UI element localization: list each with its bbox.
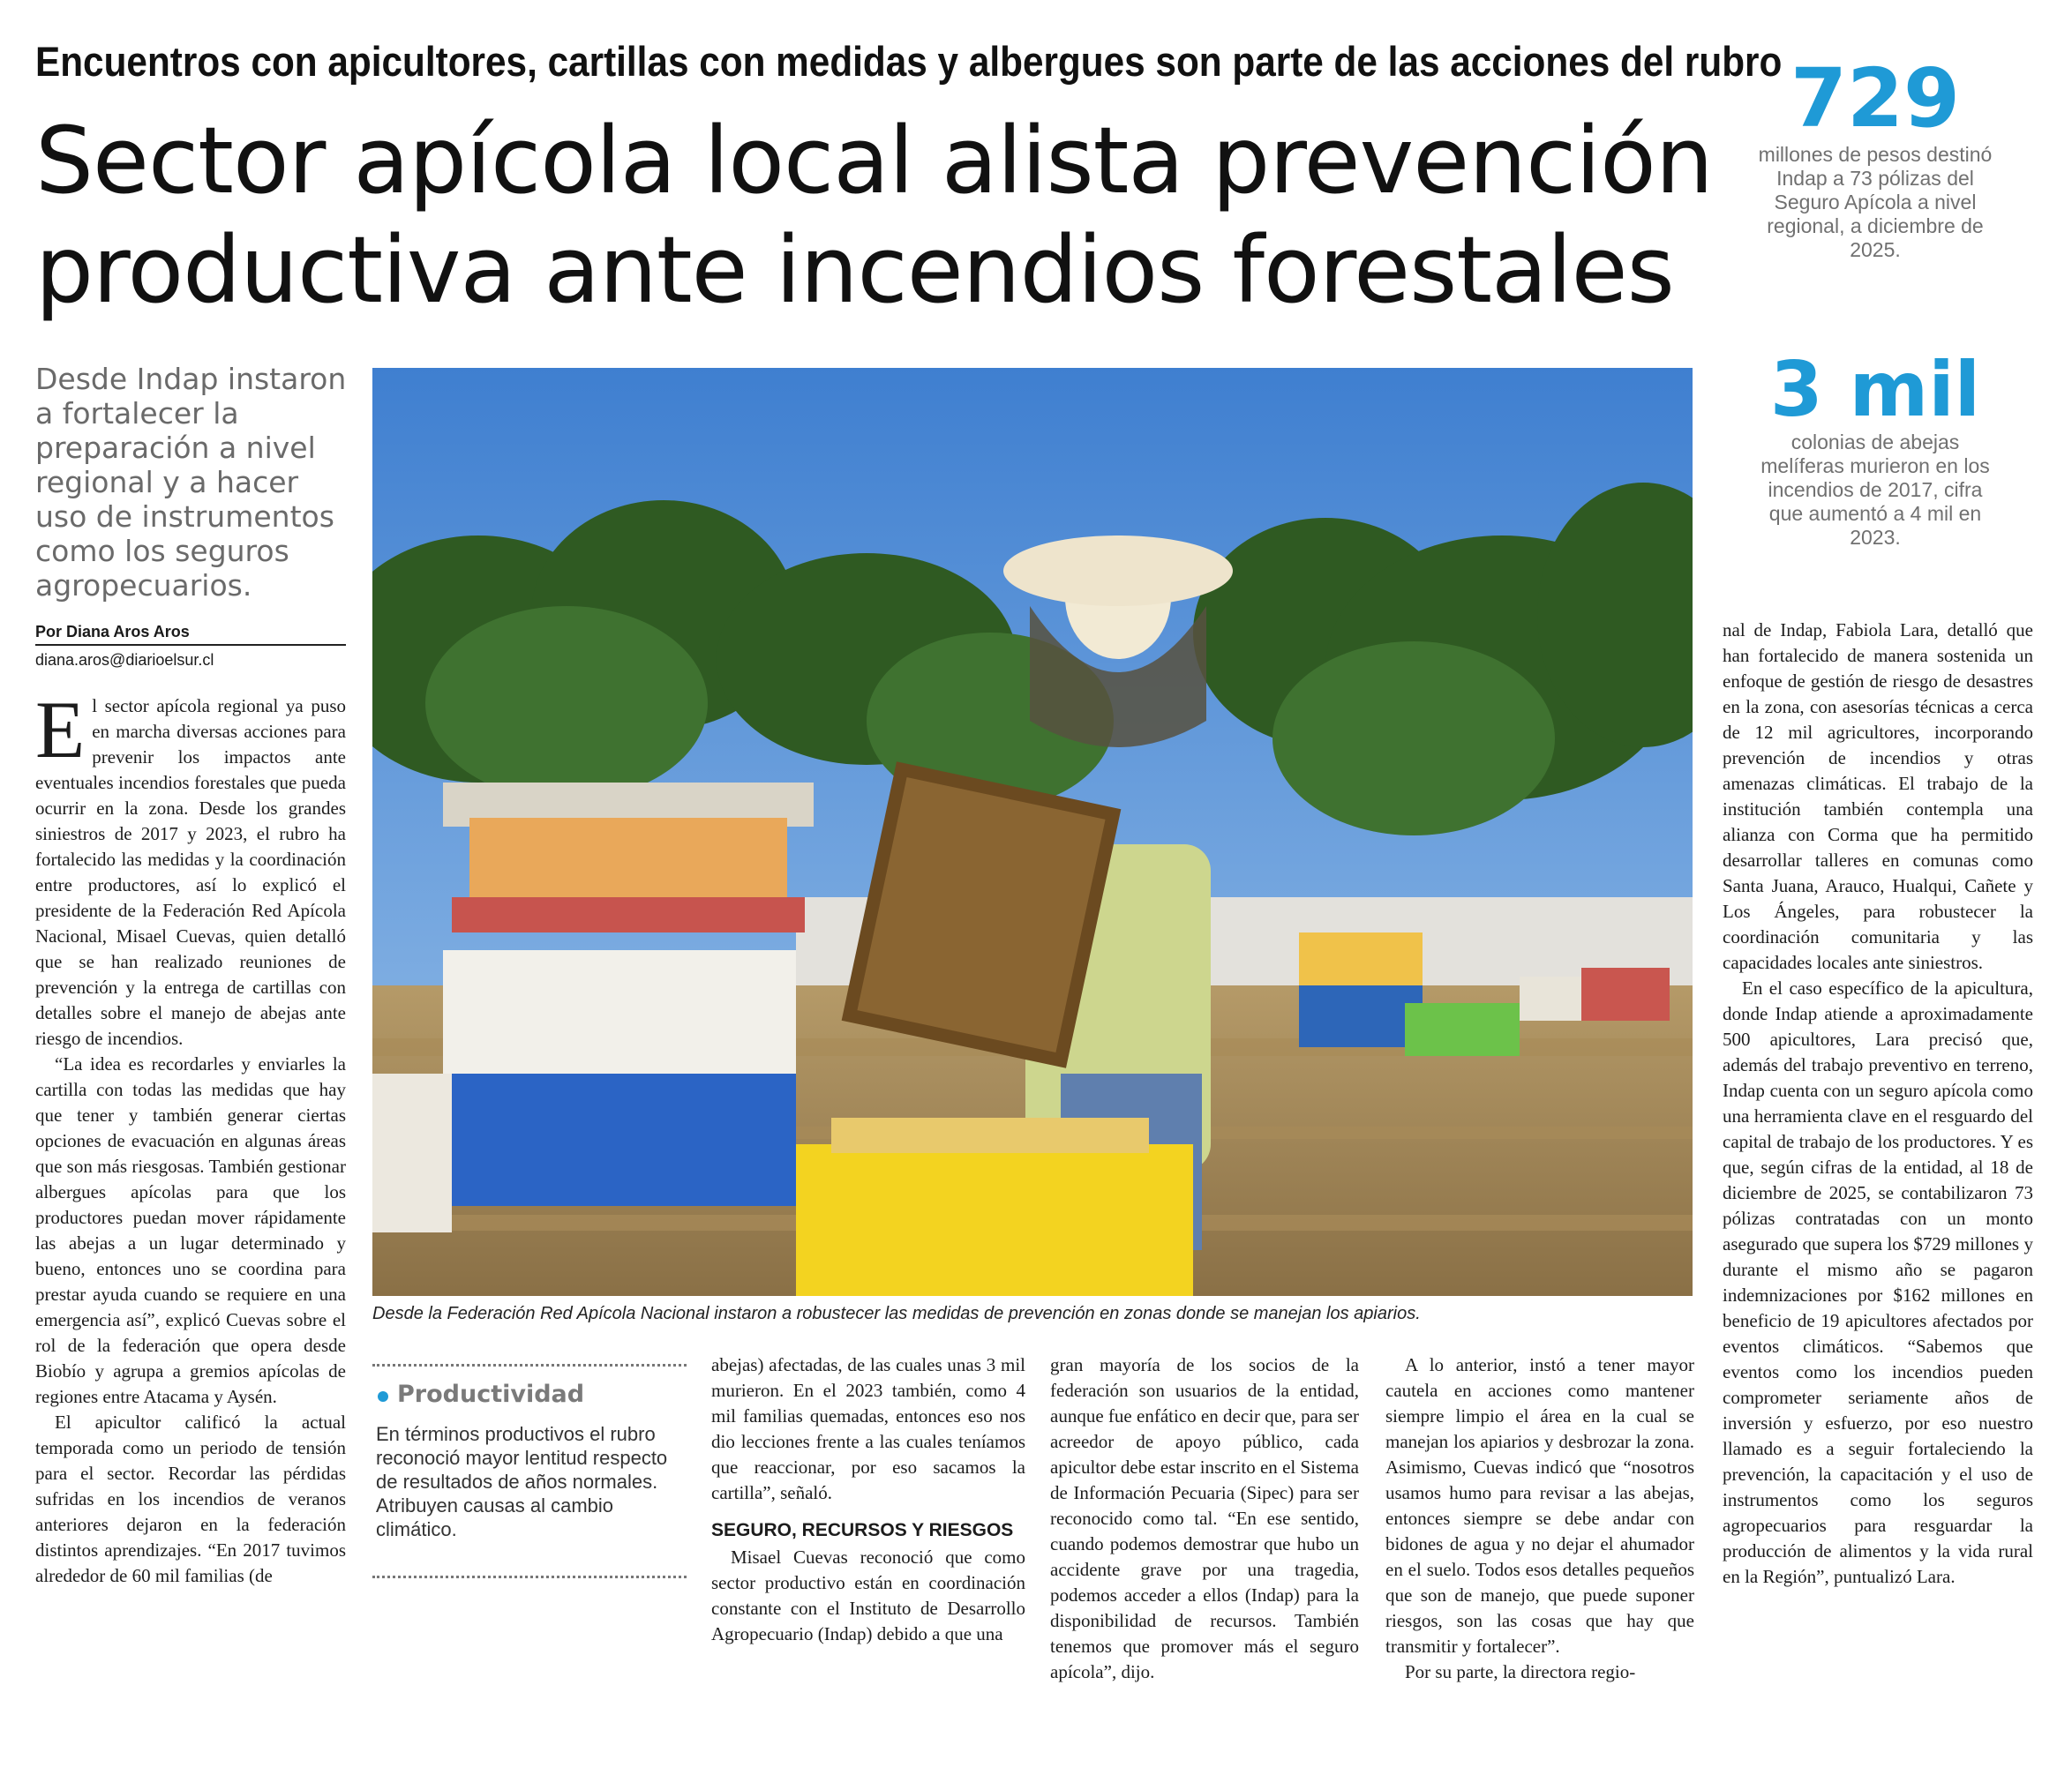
headline: Sector apícola local alista prevención productiva ante incendios forestales bbox=[35, 107, 1713, 324]
photo-caption: Desde la Federación Red Apícola Nacional instaron a robustecer las medidas de prevención en zonas donde se manejan los apiarios. bbox=[372, 1304, 1421, 1323]
body-paragraph: gran mayoría de los socios de la federación son usuarios de la entidad, aunque fue enfático en decir que, para ser acreedor de apoyo público, cada apicultor debe estar inscrito en el Sistema de Información Pecuaria (Sipec) para ser reconocido como tal. “En ese sentido, cuando podemos demostrar que hubo un accidente grave por una tragedia, podemos acceder a ellos (Indap) para la disponibilidad de recursos. También tenemos que promover más el seguro apícola”, dijo. bbox=[1050, 1354, 1359, 1682]
box-divider-bottom bbox=[372, 1576, 687, 1578]
box-text: En términos productivos el rubro reconoció mayor lentitud respecto de resultados de años normales. Atribuyen causas al cambio climático. bbox=[376, 1423, 668, 1540]
body-paragraph: nal de Indap, Fabiola Lara, detalló que han fortalecido de manera sostenida un enfoque de gestión de riesgo de desastres en la zona, con asesorías técnicas a cerca de 12 mil agricultores, incorporando prevención de incendios y otras amenazas climáticas. El trabajo de la institución también contempla una alianza con Corma que ha permitido desarrollar talleres en comunas como Santa Juana, Arauco, Hualqui, Cañete y Los Ángeles, para robustecer la coordinación comunitaria y las capacidades locales ante siniestros. bbox=[1723, 619, 2033, 973]
paragraph-text: l sector apícola regional ya puso en marcha diversas acciones para prevenir los impactos ante eventuales incendios forestales que pueda ocurrir en la zona. Desde los grandes siniestros de 2017 y 2023, el rubro ha fortalecido las medidas y la coordinación entre productores, así lo explicó el presidente de la Federación Red Apícola Nacional, Misael Cuevas, quien detalló que se han realizado reuniones de prevención y la entrega de cartillas con detalles sobre el manejo de abejas ante riesgo de incendios. bbox=[35, 695, 346, 1049]
body-paragraph: Por su parte, la directora regio- bbox=[1405, 1661, 1636, 1682]
stat-number: 3 mil bbox=[1769, 346, 1981, 434]
lead-paragraph: Desde Indap instaron a fortalecer la preparación a nivel regional y a hacer uso de instrumentos como los seguros agropecuarios. bbox=[35, 362, 347, 603]
body-paragraph: El apicultor calificó la actual temporada como un periodo de tensión para el sector. Recordar las pérdidas sufridas en los incendios de veranos anteriores dejaron en la federación distintos aprendizajes. “En 2017 tuvimos alrededor de 60 mil familias (de bbox=[35, 1412, 346, 1586]
beekeeper-photo bbox=[372, 368, 1693, 1296]
stat-text: colonias de abejas melíferas murieron en los incendios de 2017, cifra que aumentó a 4 mil en 2023. bbox=[1760, 431, 1990, 549]
bullet-icon bbox=[378, 1391, 388, 1402]
stat-number: 729 bbox=[1790, 51, 1961, 146]
author-email: diana.aros@diarioelsur.cl bbox=[35, 651, 214, 669]
body-column-4 bbox=[1385, 1352, 1694, 1685]
box-divider-top bbox=[372, 1364, 687, 1367]
stat-text: millones de pesos destinó Indap a 73 pólizas del Seguro Apícola a nivel regional, a diciembre de 2025. bbox=[1758, 143, 1993, 261]
stat-block-3mil bbox=[1730, 346, 2021, 550]
body-paragraph: A lo anterior, instó a tener mayor cautela en acciones como mantener siempre limpio el área en la cual se manejan los apiarios y desbrozar la zona. Asimismo, Cuevas indicó que “nosotros usamos humo para revisar a las abejas, entonces siempre se debe andar con bidones de agua y no dejar el ahumador en el suelo. Todos esos detalles pequeños que son de manejo, que puede suponer riesgos, son las cosas que hay que transmitir y fortalecer”. bbox=[1385, 1354, 1694, 1657]
stat-block-729 bbox=[1730, 51, 2021, 262]
body-paragraph bbox=[35, 685, 346, 1052]
kicker: Encuentros con apicultores, cartillas con medidas y albergues son parte de las acciones del rubro bbox=[35, 38, 1783, 85]
box-title: Productividad bbox=[397, 1381, 585, 1408]
body-paragraph: “La idea es recordarles y enviarles la cartilla con todas las medidas que hay que tener y también generar ciertas opciones de evacuación en algunas áreas que son más riesgosas. También gestionar albergues apícolas para que los productores puedan mover rápidamente las abejas a un lugar determinado y bueno, entonces uno se coordina para prestar ayuda cuando se requiere en una emergencia así”, explicó Cuevas sobre el rol de la federación que opera desde Biobío y agrupa a gremios apícolas de regiones entre Atacama y Aysén. bbox=[35, 1053, 346, 1407]
body-column-5 bbox=[1723, 618, 2033, 1590]
body-column-2 bbox=[711, 1352, 1025, 1647]
body-paragraph: abejas) afectadas, de las cuales unas 3 mil murieron. En el 2023 también, como 4 mil familias quemadas, entonces eso nos dio lecciones frente a las cuales teníamos que reaccionar, por eso sacamos la cartilla”, señaló. bbox=[711, 1354, 1025, 1503]
body-column-1 bbox=[35, 685, 346, 1589]
body-paragraph: Misael Cuevas reconoció que como sector productivo están en coordinación constante con el Instituto de Desarrollo Agropecuario (Indap) debido a que una bbox=[711, 1547, 1025, 1644]
body-column-3 bbox=[1050, 1352, 1359, 1685]
byline: Por Diana Aros Aros bbox=[35, 623, 346, 646]
drop-cap: E bbox=[35, 685, 86, 775]
subheading: SEGURO, RECURSOS Y RIESGOS bbox=[711, 1520, 1014, 1540]
body-paragraph: En el caso específico de la apicultura, donde Indap atiende a aproximadamente 500 apicultores, Lara precisó que, además del trabajo preventivo en terreno, Indap cuenta con un seguro apícola como una herramienta clave en el resguardo del capital de trabajo de los productores. Y es que, según cifras de la entidad, al 18 de diciembre de 2025, se contabilizaron 73 pólizas contratadas con un monto asegurado que supera los $729 millones y durante el mismo año se pagaron indemnizaciones por $162 millones en beneficio de 19 apicultores afectados por eventos climáticos. “Sabemos que eventos como los incendios pueden comprometer seriamente años de inversión y esfuerzo, por eso nuestro llamado es a seguir fortaleciendo la prevención, la capacitación y el uso de instrumentos como los seguros agropecuarios para resguardar la producción de alimentos y la vida rural en la Región”, puntualizó Lara. bbox=[1723, 977, 2033, 1587]
